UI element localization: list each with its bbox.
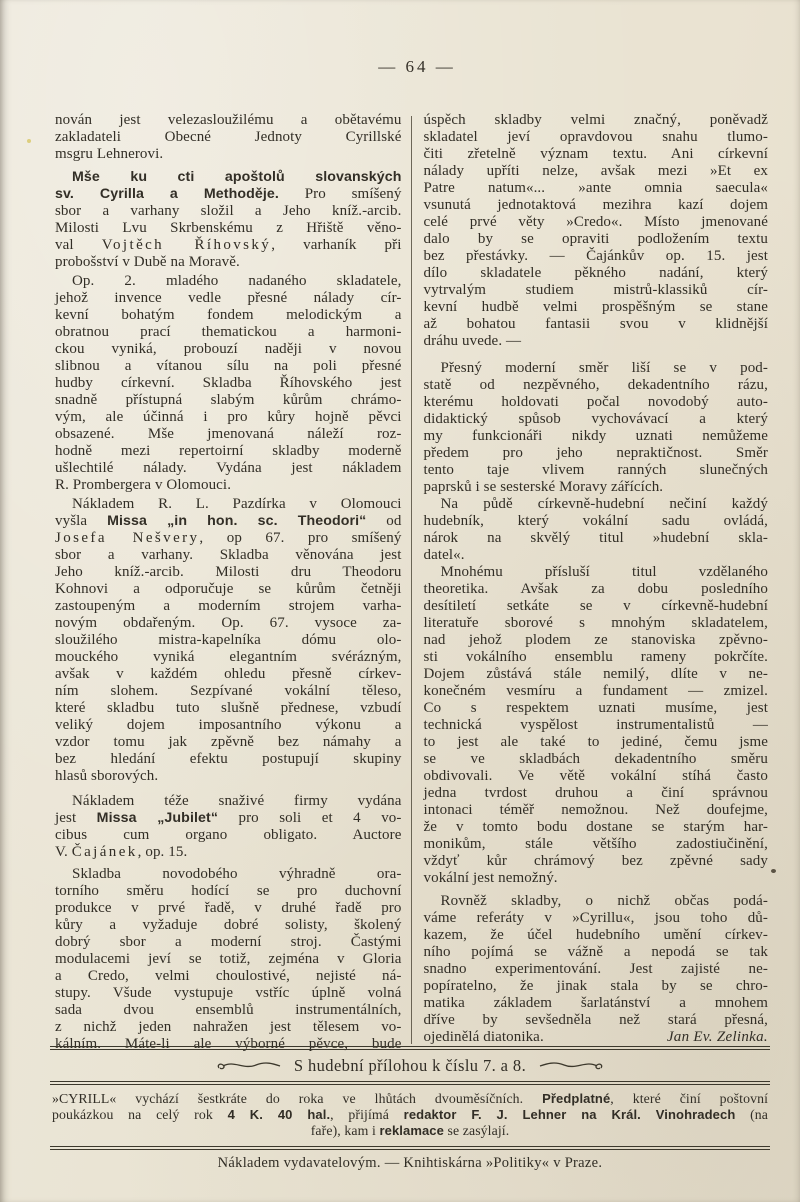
text-segment: Op. 2. mladého nadaného skladatele, bbox=[72, 273, 402, 289]
paragraph bbox=[55, 169, 402, 271]
text-line bbox=[55, 598, 402, 615]
text-segment: dříve by sevšedněla než stará přesná, bbox=[423, 1012, 768, 1028]
text-segment: nálady upříti nelze, avšak mezi »Et ex bbox=[423, 163, 768, 179]
text-line bbox=[55, 358, 402, 375]
text-segment: Čajánek bbox=[71, 844, 138, 860]
text-line bbox=[52, 1091, 768, 1107]
page-footer bbox=[50, 1046, 770, 1172]
text-line bbox=[424, 870, 769, 887]
text-segment: od bbox=[366, 513, 402, 529]
text-segment: se zasýlají. bbox=[443, 1123, 510, 1138]
text-segment: modulacemi jeví se totiž, zejména v Gloria bbox=[55, 951, 402, 967]
text-segment: kůry a vyžaduje dobré solisty, školený bbox=[55, 917, 402, 933]
text-line bbox=[424, 1012, 769, 1029]
text-segment: , které činí poštovní bbox=[610, 1091, 768, 1106]
text-line bbox=[55, 290, 402, 307]
text-segment: Nákladem R. L. Pazdírka v Olomouci bbox=[72, 496, 402, 512]
text-line bbox=[424, 734, 769, 751]
text-line bbox=[424, 615, 769, 632]
paragraph bbox=[52, 1091, 768, 1139]
text-segment: Vojtěch Říhovský bbox=[101, 237, 272, 253]
text-line bbox=[55, 112, 402, 129]
text-segment: technická vyspělost instrumentalistů — bbox=[423, 717, 768, 733]
paragraph bbox=[55, 112, 402, 163]
paragraph bbox=[55, 793, 402, 861]
text-segment: vsunutá jednotaktová mezihra kazí dojem bbox=[423, 197, 768, 213]
text-segment: skladatel jeví opravdovou snahu tlumo- bbox=[423, 129, 768, 145]
text-segment: hodně mezi repertoirní skladby moderně bbox=[55, 443, 402, 459]
text-segment: sbor a varhany. Skladba věnována jest bbox=[55, 547, 402, 563]
text-segment: Patre natum«... »ante omnia saecula« bbox=[423, 180, 768, 196]
text-segment: , varhaník při bbox=[271, 237, 402, 253]
text-line bbox=[424, 995, 769, 1012]
text-line bbox=[55, 683, 402, 700]
text-line bbox=[55, 581, 402, 598]
text-segment: R. Prombergera v Olomouci. bbox=[55, 477, 232, 493]
paragraph bbox=[55, 273, 402, 494]
text-segment: desítiletí setkáte se v církevně-hudební bbox=[423, 598, 768, 614]
text-line bbox=[55, 968, 402, 985]
column-divider-rule bbox=[411, 116, 412, 1044]
text-line bbox=[424, 944, 769, 961]
text-line bbox=[424, 649, 769, 666]
text-line bbox=[55, 951, 402, 968]
text-segment: vytrvalým studiem mistrů-klassiků cír- bbox=[423, 282, 768, 298]
text-segment: Missa „Jubilet“ bbox=[96, 810, 219, 826]
text-line bbox=[424, 785, 769, 802]
text-line bbox=[424, 1029, 769, 1046]
text-segment: ojedinělá diatonika. bbox=[423, 1029, 544, 1045]
text-segment: obdivovali. Ve větě vokální stíhá často bbox=[423, 768, 768, 784]
text-segment: , přijímá bbox=[330, 1107, 404, 1122]
text-segment: které skladbu tuto slušně přednese, vzbudí bbox=[55, 700, 402, 716]
text-line bbox=[424, 893, 769, 910]
text-segment: jest bbox=[55, 810, 97, 826]
text-line bbox=[52, 1123, 768, 1139]
text-segment: konečném vesmíru a fundament — zmizel. bbox=[423, 683, 768, 699]
text-segment: faře), kam i bbox=[310, 1123, 380, 1138]
paragraph bbox=[424, 112, 769, 350]
text-line bbox=[55, 866, 402, 883]
text-segment: popíratelno, že jinak stala by se chro- bbox=[423, 978, 768, 994]
text-segment: sti vokálního ensemblu rameny pokrčíte. bbox=[423, 649, 768, 665]
text-line bbox=[424, 927, 769, 944]
text-segment: intonaci téměř nemožnou. Než doufejme, bbox=[423, 802, 768, 818]
text-line bbox=[424, 683, 769, 700]
paragraph bbox=[424, 893, 769, 1046]
paragraph bbox=[424, 564, 769, 887]
text-segment: obratnou prací thematickou a harmoni- bbox=[55, 324, 402, 340]
text-segment: Na půdě církevně-hudební nečiní každý bbox=[440, 496, 768, 512]
text-segment: Pro smíšený bbox=[278, 186, 402, 202]
text-line bbox=[424, 248, 769, 265]
text-segment: obsazené. Mše jmenovaná náleží roz- bbox=[55, 426, 402, 442]
text-line bbox=[424, 462, 769, 479]
text-segment: nad jehož plodem ze stanoviska zpěvno- bbox=[423, 632, 768, 648]
text-line bbox=[55, 649, 402, 666]
text-line bbox=[424, 333, 769, 350]
text-segment: jehož invence vedle přesné nálady cír- bbox=[55, 290, 402, 306]
text-segment: , op 67. pro smíšený bbox=[199, 530, 402, 546]
text-line bbox=[55, 883, 402, 900]
text-line bbox=[424, 717, 769, 734]
text-segment: snadno experimentování. Jest zajisté ne- bbox=[423, 961, 768, 977]
text-line bbox=[424, 598, 769, 615]
text-segment: redaktor F. J. Lehner na Král. Vinohradech bbox=[403, 1107, 736, 1122]
text-segment: tento taje vlivem ranných slunečných bbox=[423, 462, 768, 478]
text-segment: zastoupeným a moderním strojem varha- bbox=[55, 598, 402, 614]
text-line bbox=[55, 341, 402, 358]
text-line bbox=[55, 169, 402, 186]
text-segment: Missa „in hon. sc. Theodori“ bbox=[107, 513, 367, 529]
text-line bbox=[424, 910, 769, 927]
text-segment: dalo by se opraviti podložením textu bbox=[423, 231, 768, 247]
text-line bbox=[55, 324, 402, 341]
text-segment: Jeho kníž.-arcib. Milosti dru Theodoru bbox=[55, 564, 402, 580]
text-segment: to jest ale také to jediné, čemu jsme bbox=[423, 734, 768, 750]
text-line bbox=[55, 900, 402, 917]
text-line bbox=[424, 496, 769, 513]
text-segment: paprsků i se sesterské Moravy zářících. bbox=[423, 479, 664, 495]
text-line bbox=[424, 853, 769, 870]
left-column bbox=[55, 112, 412, 1052]
text-segment: produkce v prvé řadě, v druhé řadě pro bbox=[55, 900, 402, 916]
text-segment: monikům, stále většího zadostiučinění, bbox=[423, 836, 768, 852]
text-segment: cibus cum organo obligato. Auctore bbox=[55, 827, 402, 843]
text-line bbox=[55, 1002, 402, 1019]
music-supplement-text: S hudební přílohou k číslu 7. a 8. bbox=[293, 1055, 527, 1075]
text-segment: msgru Lehnerovi. bbox=[55, 146, 164, 162]
text-segment: pro soli et 4 vo- bbox=[218, 810, 402, 826]
text-line bbox=[424, 632, 769, 649]
text-segment: se ve skladbách dekadentního směru bbox=[423, 751, 768, 767]
text-segment: Milosti Lvu Skrbenskému z Hřiště věno- bbox=[55, 220, 402, 236]
text-line bbox=[55, 793, 402, 810]
text-line bbox=[424, 581, 769, 598]
text-segment: vždyť kůr chrámový bez zpěvné sady bbox=[423, 853, 768, 869]
text-line bbox=[55, 564, 402, 581]
text-segment: dráhu uvede. — bbox=[423, 333, 522, 349]
text-line bbox=[424, 978, 769, 995]
text-segment: jedna tvrdost druhou a činí správnou bbox=[423, 785, 768, 801]
text-segment: Dojem zůstává stále nemilý, dlíte v ne- bbox=[423, 666, 768, 682]
text-segment: nárok na skvělý titul »hudební skla- bbox=[423, 530, 768, 546]
text-line bbox=[424, 479, 769, 496]
text-segment: že v tomto bodu dostane se starým har- bbox=[423, 819, 768, 835]
double-rule bbox=[50, 1146, 770, 1150]
text-line bbox=[424, 751, 769, 768]
text-segment: reklamace bbox=[379, 1123, 444, 1138]
text-line bbox=[55, 751, 402, 768]
text-line bbox=[55, 717, 402, 734]
text-segment: hudebník, který vokální sadu ovládá, bbox=[423, 513, 768, 529]
text-line bbox=[55, 934, 402, 951]
text-segment: torního směru hodící se pro duchovní bbox=[55, 883, 402, 899]
text-segment: vokální jest nemožný. bbox=[423, 870, 558, 886]
text-line bbox=[55, 985, 402, 1002]
text-line bbox=[424, 282, 769, 299]
text-line bbox=[55, 392, 402, 409]
text-segment: datel«. bbox=[423, 547, 465, 563]
text-segment: mouckého vyniká elegantním svérázným, bbox=[55, 649, 402, 665]
text-line bbox=[424, 445, 769, 462]
text-segment: Mše ku cti apoštolů slovanských bbox=[72, 169, 402, 185]
text-line bbox=[55, 666, 402, 683]
text-segment: dobrý sbor a moderní stroj. Častými bbox=[55, 934, 402, 950]
text-segment: celé prvé věty »Credo«. Místo jmenované bbox=[423, 214, 768, 230]
text-segment: vým, ale účinná i pro kůry hojně pěvci bbox=[55, 409, 402, 425]
text-segment: V. bbox=[55, 844, 72, 860]
text-line bbox=[55, 810, 402, 827]
text-segment: novým obdařeným. Op. 67. vysoce za- bbox=[55, 615, 402, 631]
text-segment: hudby církevní. Skladba Říhovského jest bbox=[55, 375, 402, 391]
text-line bbox=[55, 273, 402, 290]
text-line bbox=[55, 477, 402, 494]
text-line bbox=[424, 513, 769, 530]
text-line bbox=[55, 426, 402, 443]
text-segment: statě od nezpěvného, dekadentního rázu, bbox=[423, 377, 768, 393]
text-segment: nován jest velezasloužilému a obětavému bbox=[55, 112, 402, 128]
text-line bbox=[424, 411, 769, 428]
text-segment: kazem, že účel hudebního umění církev- bbox=[423, 927, 768, 943]
text-line bbox=[424, 180, 769, 197]
text-line bbox=[55, 547, 402, 564]
text-segment: probošství v Dubě na Moravě. bbox=[55, 254, 240, 270]
text-line bbox=[55, 443, 402, 460]
text-segment: Předplatné bbox=[542, 1091, 611, 1106]
text-segment: kevní bohatým fondem melodickým a bbox=[55, 307, 402, 323]
text-line bbox=[55, 700, 402, 717]
text-segment: Co s respektem uznati musíme, jest bbox=[423, 700, 768, 716]
text-segment: vzdor tomu jak zpěvně bez námahy a bbox=[55, 734, 402, 750]
text-line bbox=[424, 299, 769, 316]
text-segment: kevní hudbě velmi prospěšným se stane bbox=[423, 299, 768, 315]
subscription-notice bbox=[50, 1085, 770, 1146]
text-segment: , op. 15. bbox=[137, 844, 188, 860]
text-segment: zakladateli Obecné Jednoty Cyrillské bbox=[55, 129, 402, 145]
text-line bbox=[55, 615, 402, 632]
text-segment: sloužilého mistra-kapelníka dómu olo- bbox=[55, 632, 402, 648]
author-signature: Jan Ev. Zelinka. bbox=[666, 1029, 768, 1045]
text-line bbox=[424, 547, 769, 564]
text-segment: avšak v každém ohledu přesně církev- bbox=[55, 666, 402, 682]
text-segment: Kohnovi a odporučuje se kůrům četněji bbox=[55, 581, 402, 597]
text-line bbox=[55, 129, 402, 146]
text-line bbox=[55, 203, 402, 220]
text-line bbox=[424, 530, 769, 547]
text-segment: čiti zřetelně význam textu. Ani církevní bbox=[423, 146, 768, 162]
text-line bbox=[424, 961, 769, 978]
text-line bbox=[424, 564, 769, 581]
text-segment: didaktický spůsob vychovávací a který bbox=[423, 411, 768, 427]
paragraph bbox=[55, 496, 402, 785]
text-segment: až bohatou fantasii svou v klidnější bbox=[423, 316, 768, 332]
text-line bbox=[424, 700, 769, 717]
text-segment: Nákladem téže snaživé firmy vydána bbox=[72, 793, 402, 809]
text-segment: hlasů sborových. bbox=[55, 768, 159, 784]
text-segment: theoretika. Avšak za dobu posledního bbox=[423, 581, 768, 597]
text-segment: ního pojímá se vážně a nepodá se tak bbox=[423, 944, 768, 960]
text-line bbox=[424, 428, 769, 445]
paragraph bbox=[424, 496, 769, 564]
paragraph bbox=[424, 360, 769, 496]
text-segment: ním slohem. Sezpívané vokální těleso, bbox=[55, 683, 402, 699]
text-segment: matika základem šarlatánství a mnohem bbox=[423, 995, 768, 1011]
text-segment: 4 K. 40 hal. bbox=[227, 1107, 331, 1122]
text-segment: úspěch skladby velmi značný, poněvadž bbox=[423, 112, 768, 128]
text-line bbox=[55, 409, 402, 426]
text-segment: kterému holdovati počal novodobý auto- bbox=[423, 394, 768, 410]
text-line bbox=[55, 220, 402, 237]
text-line bbox=[55, 734, 402, 751]
text-segment: snadně přístupná slabým kůrům chrámo- bbox=[55, 392, 402, 408]
flourish-right-icon bbox=[538, 1059, 604, 1073]
text-line bbox=[424, 377, 769, 394]
text-line bbox=[55, 375, 402, 392]
text-line bbox=[55, 632, 402, 649]
text-line bbox=[424, 316, 769, 333]
text-segment: váme referáty v »Cyrillu«, jsou toho dů- bbox=[423, 910, 768, 926]
text-line bbox=[424, 129, 769, 146]
text-line bbox=[55, 827, 402, 844]
text-line bbox=[424, 214, 769, 231]
text-line bbox=[424, 666, 769, 683]
text-line bbox=[424, 163, 769, 180]
text-segment: bez hledání efektu postupují skupiny bbox=[55, 751, 402, 767]
paper-speck bbox=[27, 139, 31, 143]
text-segment: Přesný moderní směr liší se v pod- bbox=[440, 360, 768, 376]
text-line bbox=[424, 231, 769, 248]
text-line bbox=[55, 844, 402, 861]
text-line bbox=[424, 360, 769, 377]
text-segment: ušlechtilé nálady. Vydána jest nákladem bbox=[55, 460, 402, 476]
text-line bbox=[55, 513, 402, 530]
paragraph bbox=[55, 866, 402, 1053]
text-segment: Mnohému přísluší titul vzdělaného bbox=[440, 564, 768, 580]
text-line bbox=[424, 146, 769, 163]
text-segment: předem pro jeho nepraktičnost. Směr bbox=[423, 445, 768, 461]
text-segment: sbor a varhany složil a Jeho kníž.-arcib. bbox=[55, 203, 402, 219]
imprint-line: Nákladem vydavatelovým. — Knihtiskárna »Politiky« v Praze. bbox=[217, 1155, 603, 1171]
text-segment: vyšla bbox=[55, 513, 108, 529]
text-line bbox=[424, 112, 769, 129]
text-line bbox=[424, 768, 769, 785]
text-line bbox=[55, 460, 402, 477]
text-segment: Josefa Nešvery bbox=[55, 530, 200, 546]
text-segment: sada dvou ensemblů instrumentálních, bbox=[55, 1002, 402, 1018]
text-segment: literatuře sborové s mnohým skladatelem, bbox=[423, 615, 768, 631]
text-line bbox=[55, 237, 402, 254]
text-segment: my funkcionáři nikdy uznati nemůžeme bbox=[423, 428, 768, 444]
text-line bbox=[424, 819, 769, 836]
text-segment: (na bbox=[735, 1107, 768, 1122]
text-line bbox=[55, 768, 402, 785]
text-segment: val bbox=[55, 237, 102, 253]
text-segment: z nichž jeden nahražen jest tělesem vo- bbox=[55, 1019, 402, 1035]
page-number: — 64 — bbox=[378, 57, 456, 76]
text-line bbox=[55, 186, 402, 203]
text-line bbox=[55, 496, 402, 513]
text-line bbox=[55, 307, 402, 324]
text-line bbox=[55, 254, 402, 271]
text-segment: sv. Cyrilla a Methoděje. bbox=[55, 186, 279, 202]
text-line bbox=[52, 1107, 768, 1123]
text-segment: kálním. Máte-li ale výborné pěvce, bude bbox=[55, 1036, 402, 1052]
text-line bbox=[424, 394, 769, 411]
right-column bbox=[412, 112, 769, 1052]
text-line bbox=[55, 917, 402, 934]
text-line bbox=[55, 530, 402, 547]
text-segment: bez přestávky. — Čajánkův op. 15. jest bbox=[423, 248, 768, 264]
text-segment: »CYRILL« vychází šestkráte do roka ve lhůtách dvouměsíčních. bbox=[52, 1091, 543, 1106]
text-segment: veliký dojem imposantního výkonu a bbox=[55, 717, 402, 733]
text-segment: Skladba novodobého výhradně ora- bbox=[72, 866, 402, 882]
text-line bbox=[55, 1019, 402, 1036]
text-line bbox=[424, 802, 769, 819]
text-segment: slibnou a vítanou sílu na poli přesné bbox=[55, 358, 402, 374]
text-line bbox=[424, 836, 769, 853]
text-segment: poukázkou na celý rok bbox=[52, 1107, 228, 1122]
music-supplement-note bbox=[50, 1050, 770, 1081]
text-segment: Rovněž skladby, o nichž občas podá- bbox=[440, 893, 768, 909]
text-line bbox=[55, 146, 402, 163]
text-segment: ckou vyniká, probouzí naději v novou bbox=[55, 341, 402, 357]
text-line bbox=[424, 265, 769, 282]
text-segment: a Credo, velmi choulostivé, nejisté ná- bbox=[55, 968, 402, 984]
flourish-left-icon bbox=[216, 1059, 282, 1073]
paper-speck bbox=[771, 869, 776, 873]
text-segment: dílo skladatele pěkného nadání, který bbox=[423, 265, 768, 281]
text-line bbox=[424, 197, 769, 214]
text-segment: stupy. Všude vystupuje vstříc úplně volná bbox=[55, 985, 402, 1001]
